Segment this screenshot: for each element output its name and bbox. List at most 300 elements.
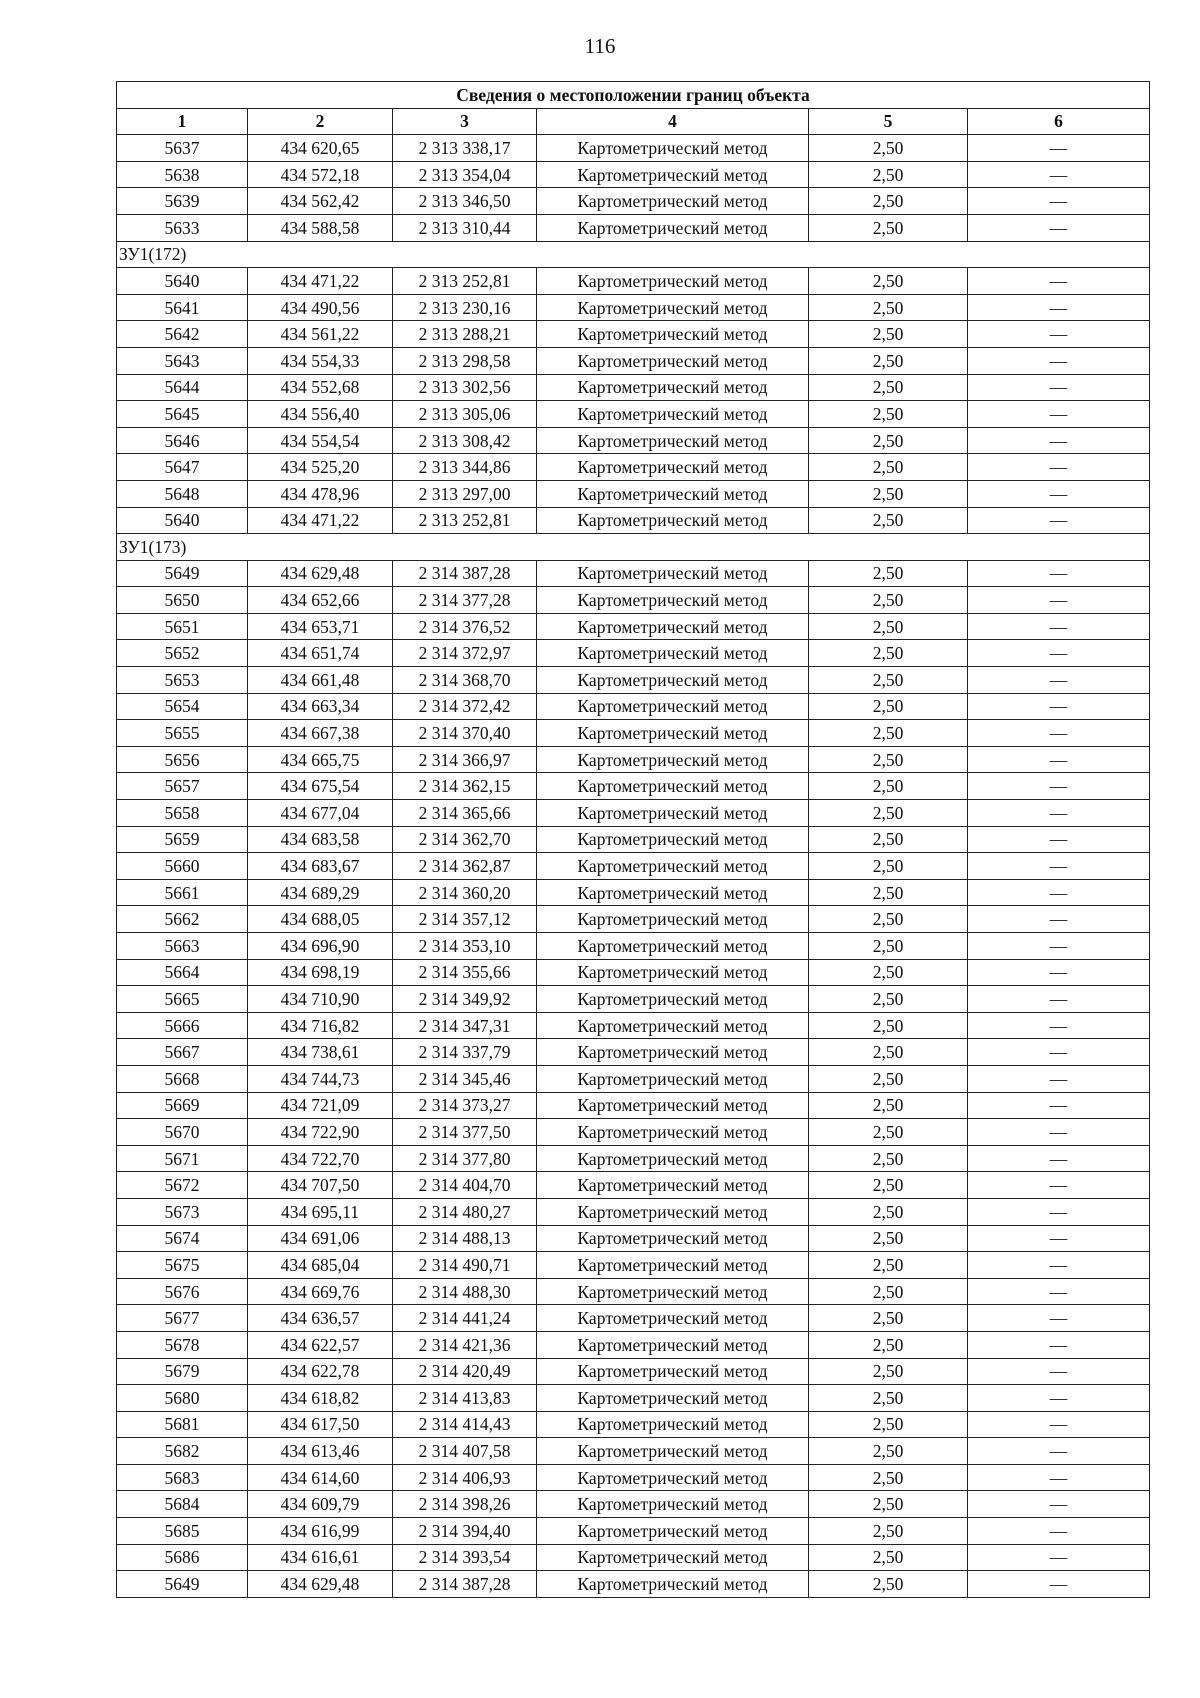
point-number-cell: 5678	[117, 1331, 248, 1358]
table-row	[117, 268, 1150, 295]
table-row	[117, 1039, 1150, 1066]
accuracy-cell: 2,50	[809, 826, 968, 853]
x-coordinate-cell: 434 695,11	[248, 1198, 393, 1225]
y-coordinate-cell: 2 314 355,66	[393, 959, 537, 986]
method-cell: Картометрический метод	[537, 693, 809, 720]
table-row	[117, 1385, 1150, 1412]
x-coordinate-cell: 434 661,48	[248, 667, 393, 694]
method-cell: Картометрический метод	[537, 640, 809, 667]
point-number-cell: 5677	[117, 1305, 248, 1332]
x-coordinate-cell: 434 561,22	[248, 321, 393, 348]
description-cell: —	[968, 640, 1150, 667]
method-cell: Картометрический метод	[537, 268, 809, 295]
y-coordinate-cell: 2 314 362,87	[393, 853, 537, 880]
description-cell: —	[968, 800, 1150, 827]
method-cell: Картометрический метод	[537, 1544, 809, 1571]
table-row	[117, 1092, 1150, 1119]
point-number-cell: 5667	[117, 1039, 248, 1066]
table-row	[117, 1119, 1150, 1146]
table-row	[117, 1145, 1150, 1172]
y-coordinate-cell: 2 314 362,70	[393, 826, 537, 853]
table-row	[117, 1252, 1150, 1279]
description-cell: —	[968, 773, 1150, 800]
table-row	[117, 1305, 1150, 1332]
x-coordinate-cell: 434 721,09	[248, 1092, 393, 1119]
y-coordinate-cell: 2 314 406,93	[393, 1464, 537, 1491]
table-row	[117, 1278, 1150, 1305]
point-number-cell: 5668	[117, 1065, 248, 1092]
y-coordinate-cell: 2 314 370,40	[393, 720, 537, 747]
accuracy-cell: 2,50	[809, 294, 968, 321]
y-coordinate-cell: 2 313 338,17	[393, 135, 537, 162]
accuracy-cell: 2,50	[809, 693, 968, 720]
y-coordinate-cell: 2 314 337,79	[393, 1039, 537, 1066]
method-cell: Картометрический метод	[537, 214, 809, 241]
table-row	[117, 667, 1150, 694]
table-row	[117, 879, 1150, 906]
description-cell: —	[968, 560, 1150, 587]
x-coordinate-cell: 434 525,20	[248, 454, 393, 481]
y-coordinate-cell: 2 314 349,92	[393, 986, 537, 1013]
description-cell: —	[968, 214, 1150, 241]
x-coordinate-cell: 434 707,50	[248, 1172, 393, 1199]
y-coordinate-cell: 2 314 488,13	[393, 1225, 537, 1252]
table-row	[117, 374, 1150, 401]
method-cell: Картометрический метод	[537, 1385, 809, 1412]
table-row	[117, 1491, 1150, 1518]
accuracy-cell: 2,50	[809, 1518, 968, 1545]
point-number-cell: 5638	[117, 161, 248, 188]
description-cell: —	[968, 879, 1150, 906]
x-coordinate-cell: 434 620,65	[248, 135, 393, 162]
method-cell: Картометрический метод	[537, 1518, 809, 1545]
table-row	[117, 1438, 1150, 1465]
x-coordinate-cell: 434 665,75	[248, 746, 393, 773]
method-cell: Картометрический метод	[537, 1198, 809, 1225]
point-number-cell: 5649	[117, 1571, 248, 1598]
description-cell: —	[968, 1145, 1150, 1172]
x-coordinate-cell: 434 691,06	[248, 1225, 393, 1252]
description-cell: —	[968, 188, 1150, 215]
point-number-cell: 5654	[117, 693, 248, 720]
y-coordinate-cell: 2 314 490,71	[393, 1252, 537, 1279]
point-number-cell: 5664	[117, 959, 248, 986]
y-coordinate-cell: 2 314 357,12	[393, 906, 537, 933]
description-cell: —	[968, 1305, 1150, 1332]
point-number-cell: 5653	[117, 667, 248, 694]
y-coordinate-cell: 2 314 377,50	[393, 1119, 537, 1146]
x-coordinate-cell: 434 652,66	[248, 587, 393, 614]
y-coordinate-cell: 2 313 297,00	[393, 480, 537, 507]
y-coordinate-cell: 2 314 398,26	[393, 1491, 537, 1518]
method-cell: Картометрический метод	[537, 853, 809, 880]
y-coordinate-cell: 2 314 376,52	[393, 613, 537, 640]
point-number-cell: 5679	[117, 1358, 248, 1385]
table-row	[117, 826, 1150, 853]
accuracy-cell: 2,50	[809, 1438, 968, 1465]
y-coordinate-cell: 2 314 488,30	[393, 1278, 537, 1305]
x-coordinate-cell: 434 490,56	[248, 294, 393, 321]
method-cell: Картометрический метод	[537, 161, 809, 188]
x-coordinate-cell: 434 622,57	[248, 1331, 393, 1358]
y-coordinate-cell: 2 314 407,58	[393, 1438, 537, 1465]
accuracy-cell: 2,50	[809, 587, 968, 614]
method-cell: Картометрический метод	[537, 1411, 809, 1438]
x-coordinate-cell: 434 689,29	[248, 879, 393, 906]
x-coordinate-cell: 434 716,82	[248, 1012, 393, 1039]
table-row	[117, 800, 1150, 827]
table-row	[117, 401, 1150, 428]
description-cell: —	[968, 1065, 1150, 1092]
description-cell: —	[968, 347, 1150, 374]
y-coordinate-cell: 2 314 353,10	[393, 933, 537, 960]
accuracy-cell: 2,50	[809, 268, 968, 295]
accuracy-cell: 2,50	[809, 1385, 968, 1412]
method-cell: Картометрический метод	[537, 1065, 809, 1092]
point-number-cell: 5658	[117, 800, 248, 827]
accuracy-cell: 2,50	[809, 853, 968, 880]
x-coordinate-cell: 434 588,58	[248, 214, 393, 241]
table-row	[117, 560, 1150, 587]
description-cell: —	[968, 427, 1150, 454]
x-coordinate-cell: 434 554,33	[248, 347, 393, 374]
y-coordinate-cell: 2 314 413,83	[393, 1385, 537, 1412]
table-row	[117, 294, 1150, 321]
accuracy-cell: 2,50	[809, 1571, 968, 1598]
description-cell: —	[968, 374, 1150, 401]
table-row	[117, 454, 1150, 481]
y-coordinate-cell: 2 314 393,54	[393, 1544, 537, 1571]
y-coordinate-cell: 2 314 377,28	[393, 587, 537, 614]
accuracy-cell: 2,50	[809, 1464, 968, 1491]
point-number-cell: 5639	[117, 188, 248, 215]
point-number-cell: 5673	[117, 1198, 248, 1225]
method-cell: Картометрический метод	[537, 1092, 809, 1119]
description-cell: —	[968, 906, 1150, 933]
point-number-cell: 5676	[117, 1278, 248, 1305]
description-cell: —	[968, 1012, 1150, 1039]
point-number-cell: 5640	[117, 507, 248, 534]
y-coordinate-cell: 2 314 362,15	[393, 773, 537, 800]
point-number-cell: 5655	[117, 720, 248, 747]
method-cell: Картометрический метод	[537, 347, 809, 374]
x-coordinate-cell: 434 710,90	[248, 986, 393, 1013]
accuracy-cell: 2,50	[809, 1172, 968, 1199]
description-cell: —	[968, 507, 1150, 534]
description-cell: —	[968, 1358, 1150, 1385]
accuracy-cell: 2,50	[809, 321, 968, 348]
description-cell: —	[968, 294, 1150, 321]
land-plot-label: ЗУ1(173)	[117, 534, 1150, 561]
method-cell: Картометрический метод	[537, 1119, 809, 1146]
point-number-cell: 5684	[117, 1491, 248, 1518]
description-cell: —	[968, 321, 1150, 348]
method-cell: Картометрический метод	[537, 1252, 809, 1279]
table-row	[117, 1518, 1150, 1545]
method-cell: Картометрический метод	[537, 959, 809, 986]
table-row	[117, 587, 1150, 614]
x-coordinate-cell: 434 572,18	[248, 161, 393, 188]
column-header: 2	[248, 108, 393, 135]
accuracy-cell: 2,50	[809, 1305, 968, 1332]
point-number-cell: 5674	[117, 1225, 248, 1252]
accuracy-cell: 2,50	[809, 640, 968, 667]
description-cell: —	[968, 746, 1150, 773]
table-row	[117, 347, 1150, 374]
table-row	[117, 1172, 1150, 1199]
method-cell: Картометрический метод	[537, 1438, 809, 1465]
table-row	[117, 693, 1150, 720]
x-coordinate-cell: 434 618,82	[248, 1385, 393, 1412]
table-row	[117, 853, 1150, 880]
y-coordinate-cell: 2 313 230,16	[393, 294, 537, 321]
method-cell: Картометрический метод	[537, 507, 809, 534]
accuracy-cell: 2,50	[809, 427, 968, 454]
point-number-cell: 5682	[117, 1438, 248, 1465]
point-number-cell: 5663	[117, 933, 248, 960]
table-row	[117, 1544, 1150, 1571]
method-cell: Картометрический метод	[537, 188, 809, 215]
point-number-cell: 5651	[117, 613, 248, 640]
point-number-cell: 5648	[117, 480, 248, 507]
accuracy-cell: 2,50	[809, 906, 968, 933]
method-cell: Картометрический метод	[537, 1225, 809, 1252]
accuracy-cell: 2,50	[809, 1065, 968, 1092]
x-coordinate-cell: 434 738,61	[248, 1039, 393, 1066]
description-cell: —	[968, 135, 1150, 162]
description-cell: —	[968, 1039, 1150, 1066]
x-coordinate-cell: 434 722,90	[248, 1119, 393, 1146]
method-cell: Картометрический метод	[537, 1145, 809, 1172]
x-coordinate-cell: 434 675,54	[248, 773, 393, 800]
method-cell: Картометрический метод	[537, 401, 809, 428]
point-number-cell: 5647	[117, 454, 248, 481]
method-cell: Картометрический метод	[537, 374, 809, 401]
table-row	[117, 1571, 1150, 1598]
x-coordinate-cell: 434 683,58	[248, 826, 393, 853]
accuracy-cell: 2,50	[809, 1252, 968, 1279]
y-coordinate-cell: 2 314 373,27	[393, 1092, 537, 1119]
description-cell: —	[968, 1385, 1150, 1412]
y-coordinate-cell: 2 314 394,40	[393, 1518, 537, 1545]
y-coordinate-cell: 2 314 387,28	[393, 560, 537, 587]
accuracy-cell: 2,50	[809, 933, 968, 960]
table-row	[117, 480, 1150, 507]
accuracy-cell: 2,50	[809, 1544, 968, 1571]
x-coordinate-cell: 434 613,46	[248, 1438, 393, 1465]
table-row	[117, 1411, 1150, 1438]
method-cell: Картометрический метод	[537, 800, 809, 827]
method-cell: Картометрический метод	[537, 1012, 809, 1039]
point-number-cell: 5657	[117, 773, 248, 800]
table-row	[117, 321, 1150, 348]
table-row	[117, 1225, 1150, 1252]
y-coordinate-cell: 2 313 298,58	[393, 347, 537, 374]
point-number-cell: 5680	[117, 1385, 248, 1412]
method-cell: Картометрический метод	[537, 826, 809, 853]
accuracy-cell: 2,50	[809, 507, 968, 534]
x-coordinate-cell: 434 636,57	[248, 1305, 393, 1332]
table-row	[117, 1065, 1150, 1092]
table-row	[117, 1358, 1150, 1385]
accuracy-cell: 2,50	[809, 800, 968, 827]
point-number-cell: 5671	[117, 1145, 248, 1172]
point-number-cell: 5642	[117, 321, 248, 348]
table-row	[117, 427, 1150, 454]
description-cell: —	[968, 454, 1150, 481]
y-coordinate-cell: 2 314 480,27	[393, 1198, 537, 1225]
description-cell: —	[968, 613, 1150, 640]
description-cell: —	[968, 268, 1150, 295]
method-cell: Картометрический метод	[537, 587, 809, 614]
accuracy-cell: 2,50	[809, 1092, 968, 1119]
point-number-cell: 5646	[117, 427, 248, 454]
y-coordinate-cell: 2 314 365,66	[393, 800, 537, 827]
description-cell: —	[968, 1225, 1150, 1252]
accuracy-cell: 2,50	[809, 1491, 968, 1518]
x-coordinate-cell: 434 614,60	[248, 1464, 393, 1491]
accuracy-cell: 2,50	[809, 135, 968, 162]
table-row	[117, 507, 1150, 534]
description-cell: —	[968, 587, 1150, 614]
accuracy-cell: 2,50	[809, 1012, 968, 1039]
x-coordinate-cell: 434 622,78	[248, 1358, 393, 1385]
accuracy-cell: 2,50	[809, 214, 968, 241]
x-coordinate-cell: 434 562,42	[248, 188, 393, 215]
y-coordinate-cell: 2 313 344,86	[393, 454, 537, 481]
accuracy-cell: 2,50	[809, 560, 968, 587]
method-cell: Картометрический метод	[537, 480, 809, 507]
accuracy-cell: 2,50	[809, 347, 968, 374]
point-number-cell: 5681	[117, 1411, 248, 1438]
y-coordinate-cell: 2 313 308,42	[393, 427, 537, 454]
description-cell: —	[968, 1411, 1150, 1438]
column-number-row	[117, 108, 1150, 135]
y-coordinate-cell: 2 314 414,43	[393, 1411, 537, 1438]
accuracy-cell: 2,50	[809, 1278, 968, 1305]
table-row	[117, 746, 1150, 773]
description-cell: —	[968, 1119, 1150, 1146]
y-coordinate-cell: 2 314 377,80	[393, 1145, 537, 1172]
x-coordinate-cell: 434 653,71	[248, 613, 393, 640]
boundary-coordinates-table	[116, 81, 1150, 1598]
description-cell: —	[968, 986, 1150, 1013]
y-coordinate-cell: 2 314 345,46	[393, 1065, 537, 1092]
point-number-cell: 5670	[117, 1119, 248, 1146]
accuracy-cell: 2,50	[809, 1039, 968, 1066]
x-coordinate-cell: 434 556,40	[248, 401, 393, 428]
method-cell: Картометрический метод	[537, 1278, 809, 1305]
accuracy-cell: 2,50	[809, 1331, 968, 1358]
table-row	[117, 1198, 1150, 1225]
accuracy-cell: 2,50	[809, 1358, 968, 1385]
description-cell: —	[968, 1518, 1150, 1545]
accuracy-cell: 2,50	[809, 667, 968, 694]
accuracy-cell: 2,50	[809, 1225, 968, 1252]
method-cell: Картометрический метод	[537, 560, 809, 587]
accuracy-cell: 2,50	[809, 773, 968, 800]
point-number-cell: 5643	[117, 347, 248, 374]
y-coordinate-cell: 2 313 302,56	[393, 374, 537, 401]
y-coordinate-cell: 2 314 372,42	[393, 693, 537, 720]
point-number-cell: 5666	[117, 1012, 248, 1039]
method-cell: Картометрический метод	[537, 1305, 809, 1332]
description-cell: —	[968, 1571, 1150, 1598]
description-cell: —	[968, 480, 1150, 507]
point-number-cell: 5637	[117, 135, 248, 162]
page-number: 116	[584, 34, 616, 58]
point-number-cell: 5665	[117, 986, 248, 1013]
description-cell: —	[968, 667, 1150, 694]
x-coordinate-cell: 434 698,19	[248, 959, 393, 986]
y-coordinate-cell: 2 314 387,28	[393, 1571, 537, 1598]
x-coordinate-cell: 434 667,38	[248, 720, 393, 747]
point-number-cell: 5685	[117, 1518, 248, 1545]
y-coordinate-cell: 2 313 252,81	[393, 268, 537, 295]
y-coordinate-cell: 2 313 288,21	[393, 321, 537, 348]
table-row	[117, 720, 1150, 747]
accuracy-cell: 2,50	[809, 1145, 968, 1172]
method-cell: Картометрический метод	[537, 1331, 809, 1358]
description-cell: —	[968, 1438, 1150, 1465]
point-number-cell: 5683	[117, 1464, 248, 1491]
x-coordinate-cell: 434 677,04	[248, 800, 393, 827]
method-cell: Картометрический метод	[537, 667, 809, 694]
table-row	[117, 933, 1150, 960]
table-title: Сведения о местоположении границ объекта	[117, 82, 1150, 109]
method-cell: Картометрический метод	[537, 879, 809, 906]
method-cell: Картометрический метод	[537, 906, 809, 933]
description-cell: —	[968, 1544, 1150, 1571]
method-cell: Картометрический метод	[537, 986, 809, 1013]
table-row	[117, 188, 1150, 215]
land-plot-label: ЗУ1(172)	[117, 241, 1150, 268]
accuracy-cell: 2,50	[809, 720, 968, 747]
method-cell: Картометрический метод	[537, 454, 809, 481]
table-row	[117, 773, 1150, 800]
method-cell: Картометрический метод	[537, 720, 809, 747]
table-row	[117, 1464, 1150, 1491]
point-number-cell: 5640	[117, 268, 248, 295]
table-row	[117, 906, 1150, 933]
x-coordinate-cell: 434 722,70	[248, 1145, 393, 1172]
x-coordinate-cell: 434 688,05	[248, 906, 393, 933]
method-cell: Картометрический метод	[537, 1039, 809, 1066]
method-cell: Картометрический метод	[537, 1172, 809, 1199]
y-coordinate-cell: 2 314 404,70	[393, 1172, 537, 1199]
point-number-cell: 5644	[117, 374, 248, 401]
point-number-cell: 5662	[117, 906, 248, 933]
description-cell: —	[968, 853, 1150, 880]
y-coordinate-cell: 2 314 368,70	[393, 667, 537, 694]
point-number-cell: 5652	[117, 640, 248, 667]
x-coordinate-cell: 434 685,04	[248, 1252, 393, 1279]
table-row	[117, 161, 1150, 188]
description-cell: —	[968, 933, 1150, 960]
x-coordinate-cell: 434 554,54	[248, 427, 393, 454]
y-coordinate-cell: 2 313 252,81	[393, 507, 537, 534]
column-header: 3	[393, 108, 537, 135]
x-coordinate-cell: 434 629,48	[248, 560, 393, 587]
x-coordinate-cell: 434 651,74	[248, 640, 393, 667]
accuracy-cell: 2,50	[809, 613, 968, 640]
accuracy-cell: 2,50	[809, 746, 968, 773]
method-cell: Картометрический метод	[537, 746, 809, 773]
point-number-cell: 5669	[117, 1092, 248, 1119]
method-cell: Картометрический метод	[537, 294, 809, 321]
method-cell: Картометрический метод	[537, 135, 809, 162]
method-cell: Картометрический метод	[537, 1358, 809, 1385]
